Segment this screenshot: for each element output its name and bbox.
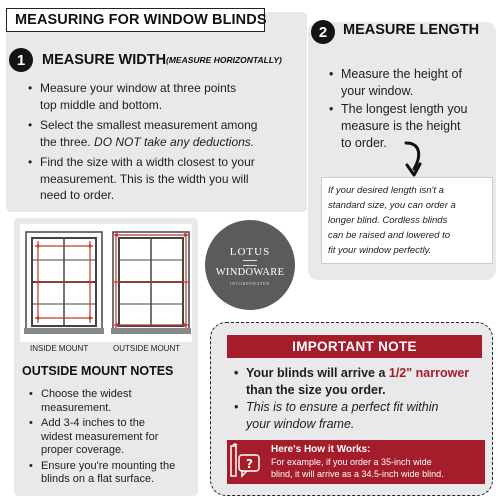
width-bullet-2: • Select the smallest measurement among the three. DO NOT take any deductions.	[26, 117, 306, 150]
step-1-badge: 1	[9, 48, 33, 72]
measure-length-heading: MEASURE LENGTH	[343, 22, 480, 38]
width-bullet-list	[26, 80, 306, 204]
outside-note-2: • Add 3-4 inches to the widest measurement for proper coverage.	[27, 417, 197, 458]
logo-line-3: INCORPORATED	[229, 281, 271, 286]
measure-width-subheading: (MEASURE HORIZONTALLY)	[166, 55, 282, 65]
important-bullet-2: • This is to ensure a perfect fit within your window frame.	[232, 399, 492, 433]
length-note-line-3: longer blind. Cordless blinds	[328, 215, 448, 226]
how-it-works-title: Here's How it Works:	[271, 444, 371, 455]
how-it-works-line-1: For example, if you order a 35-inch wide	[271, 457, 432, 467]
length-note-line-4: can be raised and lowered to	[328, 230, 450, 241]
step-2-badge: 2	[311, 20, 335, 44]
width-bullet-1: • Measure your window at three points top middle and bottom.	[26, 80, 306, 113]
important-bullet-1: • Your blinds will arrive a 1/2" narrower than the size you order.	[232, 365, 492, 399]
outside-note-1: • Choose the widest measurement.	[27, 388, 197, 415]
length-note-line-2: standard size, you can order a	[328, 200, 456, 211]
inside-mount-label: INSIDE MOUNT	[30, 344, 89, 353]
outside-mount-window-illustration	[111, 230, 191, 340]
logo-divider	[243, 260, 257, 266]
outside-notes-list	[27, 388, 197, 487]
important-note-title: IMPORTANT NOTE	[292, 339, 417, 354]
width-bullet-3: • Find the size with a width closest to your measurement. This is the width you will need to order.	[26, 154, 306, 204]
curved-arrow-icon	[398, 139, 430, 179]
measure-width-heading: MEASURE WIDTH	[42, 52, 167, 68]
length-bullet-1: • Measure the height of your window.	[327, 66, 492, 100]
logo-line-1: LOTUS	[229, 246, 271, 258]
how-it-works-line-2: blind, it will arrive as a 34.5-inch wide blind.	[271, 469, 444, 479]
outside-notes-heading: OUTSIDE MOUNT NOTES	[22, 364, 174, 378]
lotus-windoware-logo	[205, 220, 295, 310]
length-note-line-1: If your desired length isn't a	[328, 185, 444, 196]
outside-note-3: • Ensure you're mounting the blinds on a flat surface.	[27, 460, 197, 487]
outside-mount-label: OUTSIDE MOUNT	[113, 344, 181, 353]
logo-line-2: WINDOWARE	[215, 267, 285, 278]
length-note-line-5: fit your window perfectly.	[328, 245, 432, 256]
main-title: MEASURING FOR WINDOW BLINDS	[15, 12, 267, 28]
inside-mount-window-illustration	[24, 230, 104, 340]
measurement-info-icon	[229, 443, 263, 479]
svg-text:?: ?	[246, 457, 253, 471]
important-note-list	[232, 365, 492, 433]
length-note-box	[321, 177, 493, 264]
length-bullet-2: • The longest length you measure is the height to order.	[327, 101, 492, 152]
